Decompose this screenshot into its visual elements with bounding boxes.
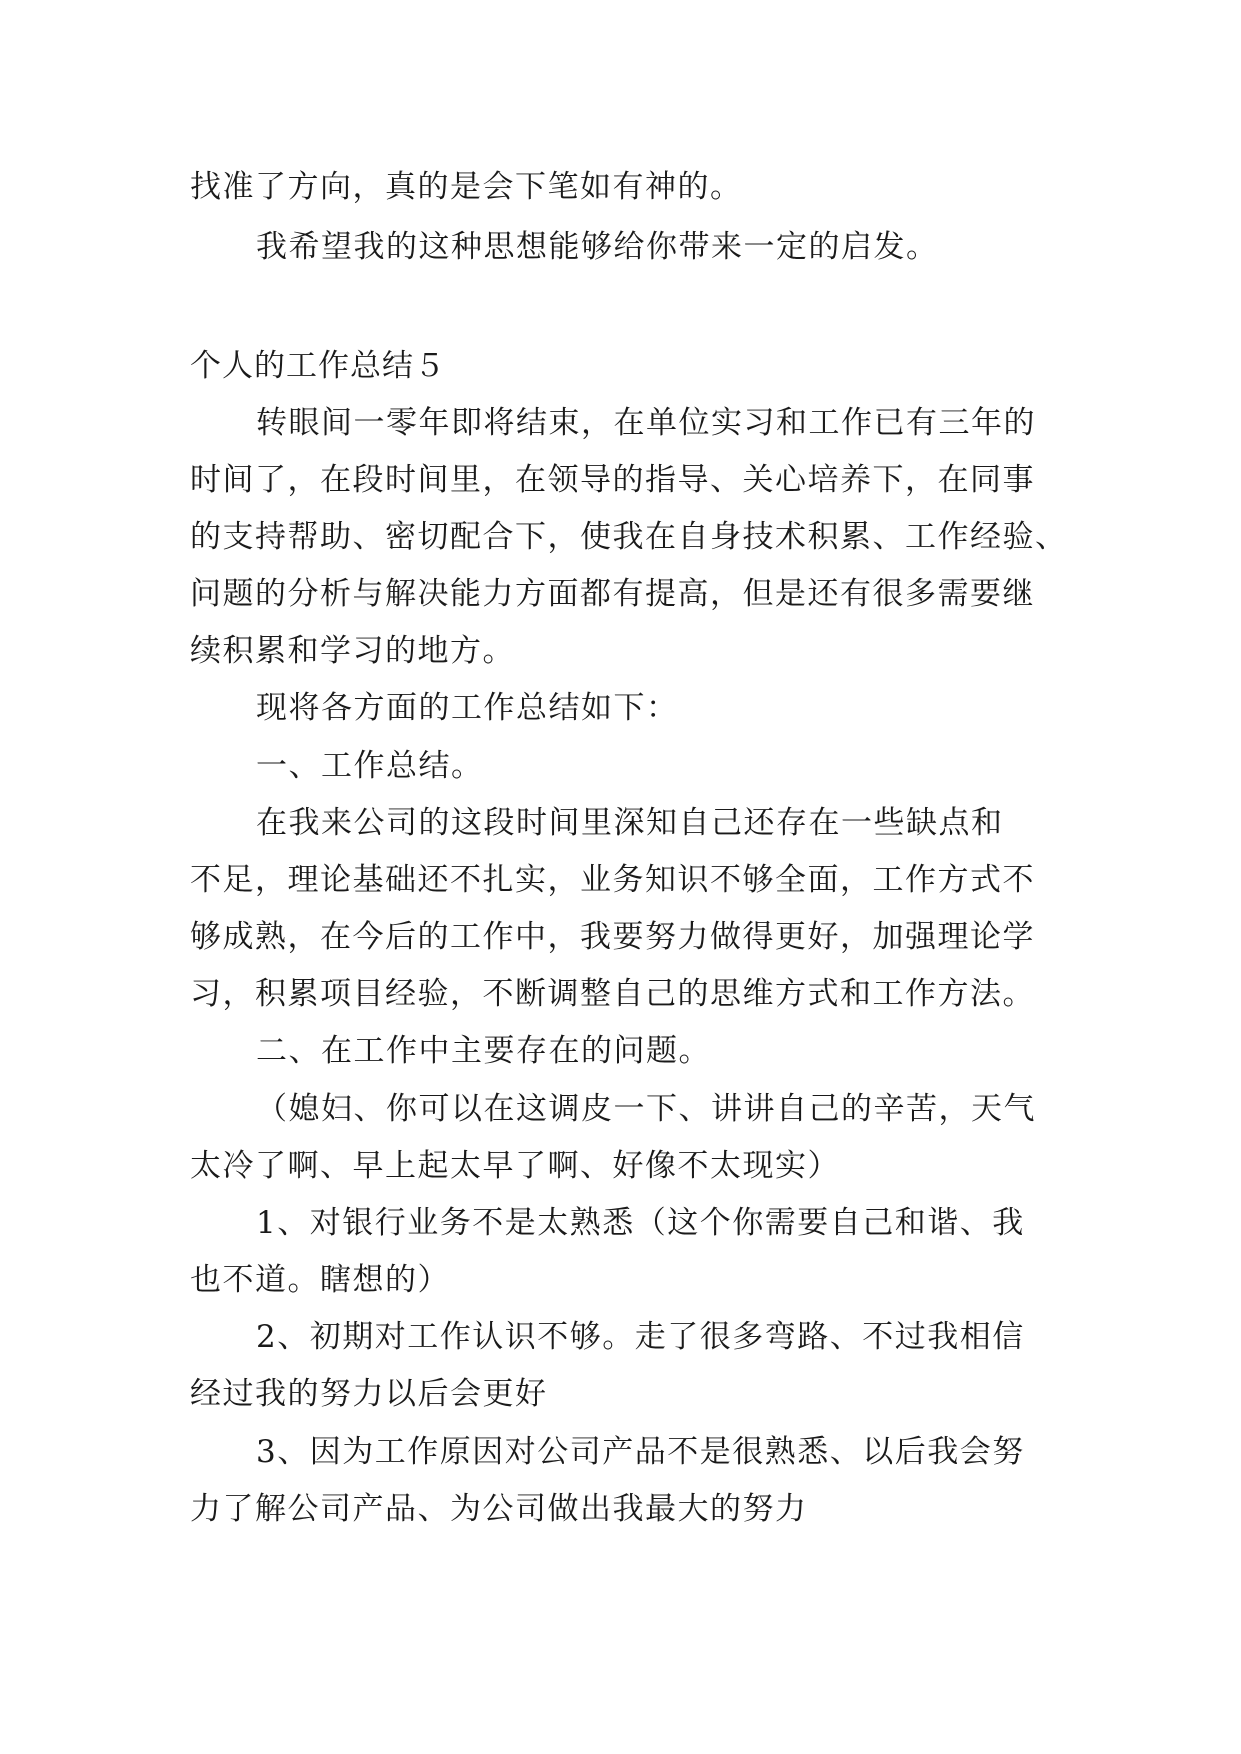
paragraph-line: 一、工作总结。	[256, 748, 484, 784]
paragraph-line: 现将各方面的工作总结如下：	[256, 690, 679, 726]
section-heading: 个人的工作总结５	[190, 348, 446, 384]
paragraph-line: 力了解公司产品、为公司做出我最大的努力	[190, 1491, 808, 1527]
paragraph-line: 在我来公司的这段时间里深知自己还存在一些缺点和	[256, 805, 1004, 841]
paragraph-line: 我希望我的这种思想能够给你带来一定的启发。	[256, 229, 939, 265]
paragraph-line: 的支持帮助、密切配合下，使我在自身技术积累、工作经验、	[190, 519, 1068, 555]
paragraph-line: 习，积累项目经验，不断调整自己的思维方式和工作方法。	[190, 976, 1035, 1012]
paragraph-line: 二、在工作中主要存在的问题。	[256, 1033, 711, 1069]
paragraph-line: 太冷了啊、早上起太早了啊、好像不太现实）	[190, 1148, 840, 1184]
paragraph-line: 也不道。瞎想的）	[190, 1262, 450, 1298]
paragraph-line: 3、因为工作原因对公司产品不是很熟悉、以后我会努	[256, 1434, 1025, 1470]
paragraph-line: 不足，理论基础还不扎实，业务知识不够全面，工作方式不	[190, 862, 1035, 898]
paragraph-line: （媳妇、你可以在这调皮一下、讲讲自己的辛苦，天气	[256, 1091, 1036, 1127]
paragraph-line: 续积累和学习的地方。	[190, 633, 515, 669]
paragraph-line: 找准了方向，真的是会下笔如有神的。	[190, 169, 743, 205]
paragraph-line: 时间了，在段时间里，在领导的指导、关心培养下，在同事	[190, 462, 1035, 498]
paragraph-line: 转眼间一零年即将结束，在单位实习和工作已有三年的	[256, 405, 1036, 441]
paragraph-line: 经过我的努力以后会更好	[190, 1376, 548, 1412]
paragraph-line: 够成熟，在今后的工作中，我要努力做得更好，加强理论学	[190, 919, 1035, 955]
paragraph-line: 2、初期对工作认识不够。走了很多弯路、不过我相信	[256, 1319, 1025, 1355]
paragraph-line: 1、对银行业务不是太熟悉（这个你需要自己和谐、我	[256, 1205, 1025, 1241]
paragraph-line: 问题的分析与解决能力方面都有提高，但是还有很多需要继	[190, 576, 1035, 612]
